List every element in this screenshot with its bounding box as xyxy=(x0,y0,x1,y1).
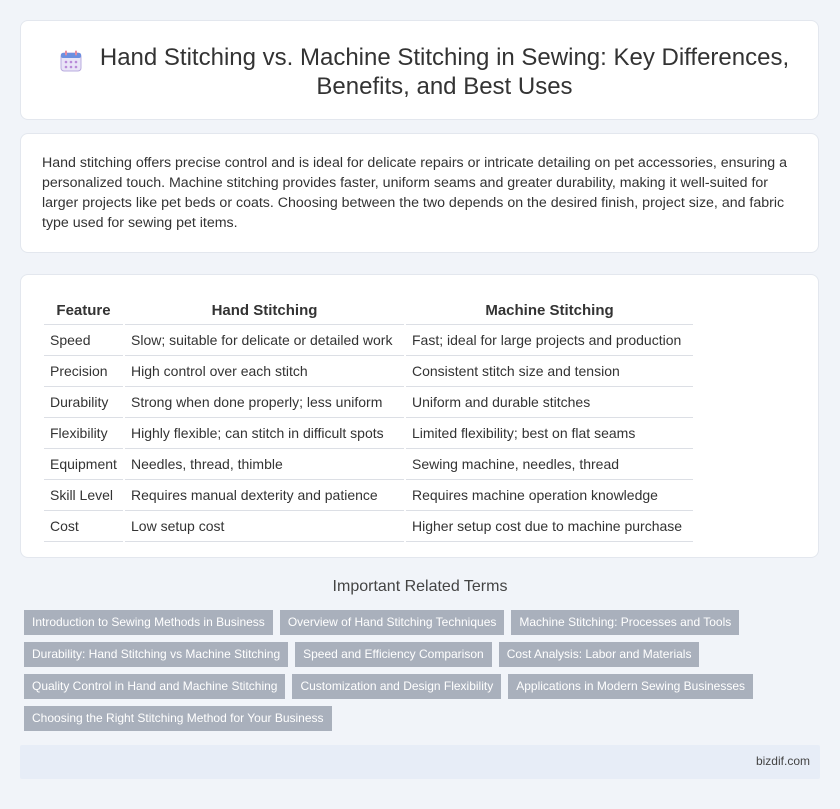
footer xyxy=(20,745,820,779)
table-cell: Sewing machine, needles, thread xyxy=(406,449,693,480)
table-cell: Cost xyxy=(44,511,123,542)
table-cell: Consistent stitch size and tension xyxy=(406,356,693,387)
table-header: Feature xyxy=(44,295,123,325)
table-cell: Highly flexible; can stitch in difficult spots xyxy=(125,418,404,449)
related-term-tag[interactable]: Durability: Hand Stitching vs Machine Stitching xyxy=(24,642,288,667)
table-row xyxy=(44,480,693,511)
table-cell: Limited flexibility; best on flat seams xyxy=(406,418,693,449)
related-term-tag[interactable]: Choosing the Right Stitching Method for Your Business xyxy=(24,706,332,731)
comparison-table xyxy=(42,295,695,542)
header-card xyxy=(20,20,819,120)
related-term-tag[interactable]: Overview of Hand Stitching Techniques xyxy=(280,610,505,635)
table-cell: Skill Level xyxy=(44,480,123,511)
table-cell: Flexibility xyxy=(44,418,123,449)
table-row xyxy=(44,418,693,449)
table-cell: Fast; ideal for large projects and production xyxy=(406,325,693,356)
table-header: Hand Stitching xyxy=(125,295,404,325)
related-term-tag[interactable]: Customization and Design Flexibility xyxy=(292,674,501,699)
table-cell: Needles, thread, thimble xyxy=(125,449,404,480)
table-cell: High control over each stitch xyxy=(125,356,404,387)
table-cell: Equipment xyxy=(44,449,123,480)
intro-card xyxy=(20,133,819,253)
table-cell: Uniform and durable stitches xyxy=(406,387,693,418)
table-cell: Speed xyxy=(44,325,123,356)
table-cell: Requires machine operation knowledge xyxy=(406,480,693,511)
related-term-tag[interactable]: Quality Control in Hand and Machine Stitching xyxy=(24,674,285,699)
related-term-tag[interactable]: Applications in Modern Sewing Businesses xyxy=(508,674,753,699)
site-name[interactable]: bizdif.com xyxy=(755,754,810,768)
related-terms-title: Important Related Terms xyxy=(332,578,508,595)
table-cell: Strong when done properly; less uniform xyxy=(125,387,404,418)
table-row xyxy=(44,387,693,418)
table-row xyxy=(44,356,693,387)
table-row xyxy=(44,449,693,480)
table-cell: Requires manual dexterity and patience xyxy=(125,480,404,511)
table-cell: Durability xyxy=(44,387,123,418)
related-term-tag[interactable]: Speed and Efficiency Comparison xyxy=(295,642,492,667)
related-terms-list xyxy=(24,610,784,738)
calendar-icon xyxy=(59,49,83,73)
page-title: Hand Stitching vs. Machine Stitching in Sewing: Key Differences, Benefits, and Best Uses xyxy=(99,44,790,100)
related-term-tag[interactable]: Cost Analysis: Labor and Materials xyxy=(499,642,700,667)
table-header-row xyxy=(44,295,693,325)
intro-text: Hand stitching offers precise control and is ideal for delicate repairs or intricate detailing on pet accessories, ensuring a personalized touch. Machine stitching provides faster, uniform seams and greater durability, making it well-suited for larger projects like pet beds or coats. Choosing between the two depends on the desired finish, project size, and fabric type used for sewing pet items. xyxy=(42,155,787,231)
table-header: Machine Stitching xyxy=(406,295,693,325)
table-cell: Low setup cost xyxy=(125,511,404,542)
comparison-card xyxy=(20,274,819,558)
table-cell: Precision xyxy=(44,356,123,387)
table-row xyxy=(44,325,693,356)
table-cell: Slow; suitable for delicate or detailed work xyxy=(125,325,404,356)
related-term-tag[interactable]: Machine Stitching: Processes and Tools xyxy=(511,610,739,635)
table-row xyxy=(44,511,693,542)
table-cell: Higher setup cost due to machine purchase xyxy=(406,511,693,542)
related-term-tag[interactable]: Introduction to Sewing Methods in Business xyxy=(24,610,273,635)
